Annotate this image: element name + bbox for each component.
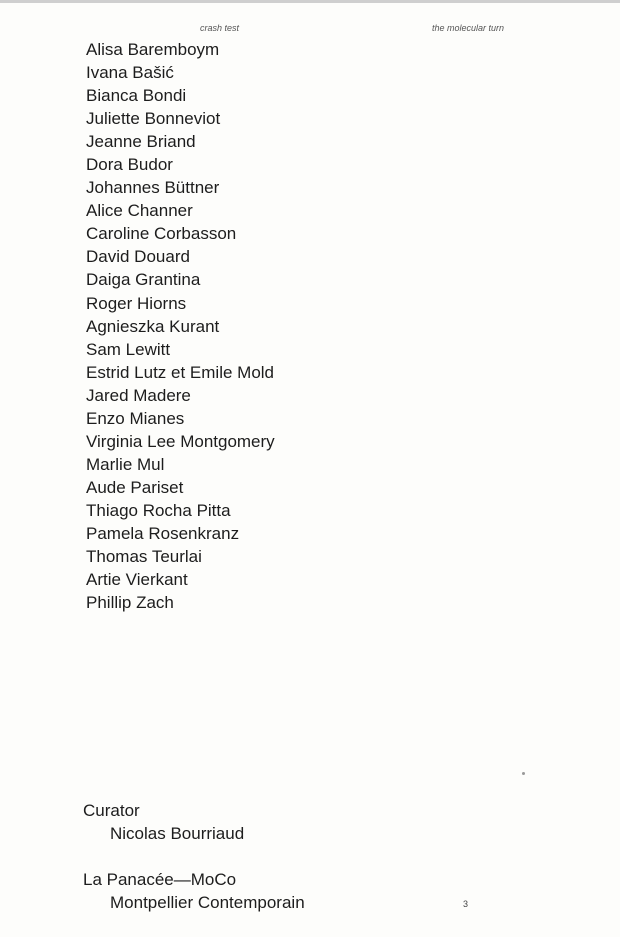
artist-name: Aude Pariset	[86, 477, 184, 497]
page-number: 3	[463, 899, 469, 909]
venue-subtitle: Montpellier Contemporain	[110, 893, 305, 912]
artist-name: Thiago Rocha Pitta	[86, 500, 231, 520]
curator-name: Nicolas Bourriaud	[110, 824, 245, 843]
artist-name: Juliette Bonneviot	[86, 109, 221, 129]
artist-name: Alisa Baremboym	[86, 40, 220, 59]
artist-name: Daiga Grantina	[86, 270, 201, 290]
artist-name: Thomas Teurlai	[86, 547, 202, 567]
artist-name: Estrid Lutz et Emile Mold	[86, 362, 275, 382]
venue-credit	[83, 868, 305, 914]
running-header-right: the molecular turn	[432, 23, 505, 33]
artist-name: Artie Vierkant	[86, 570, 188, 590]
artist-name: Caroline Corbasson	[86, 224, 237, 244]
artist-name: Jeanne Briand	[86, 132, 196, 152]
artist-name: Phillip Zach	[86, 593, 174, 613]
artist-name: Marlie Mul	[86, 454, 165, 474]
page-top-edge	[0, 0, 620, 3]
venue-name: La Panacée—MoCo	[83, 870, 237, 889]
artist-name: Alice Channer	[86, 201, 193, 221]
artist-name: Enzo Mianes	[86, 408, 185, 428]
artist-name: Ivana Bašić	[86, 63, 174, 83]
artist-name: Roger Hiorns	[86, 293, 187, 313]
artist-name: Dora Budor	[86, 155, 173, 175]
artist-name: Agnieszka Kurant	[86, 316, 220, 336]
artist-name: Johannes Büttner	[86, 178, 220, 198]
artist-name: Virginia Lee Montgomery	[86, 431, 275, 451]
print-speck	[522, 772, 525, 775]
artist-name: Jared Madere	[86, 385, 191, 405]
running-header-left: crash test	[200, 23, 240, 33]
artist-list	[86, 38, 275, 614]
curator-label: Curator	[83, 801, 140, 820]
artist-name: Sam Lewitt	[86, 339, 171, 359]
artist-name: Bianca Bondi	[86, 86, 187, 106]
curator-credit	[83, 799, 244, 845]
artist-name: David Douard	[86, 247, 190, 267]
artist-name: Pamela Rosenkranz	[86, 523, 240, 543]
